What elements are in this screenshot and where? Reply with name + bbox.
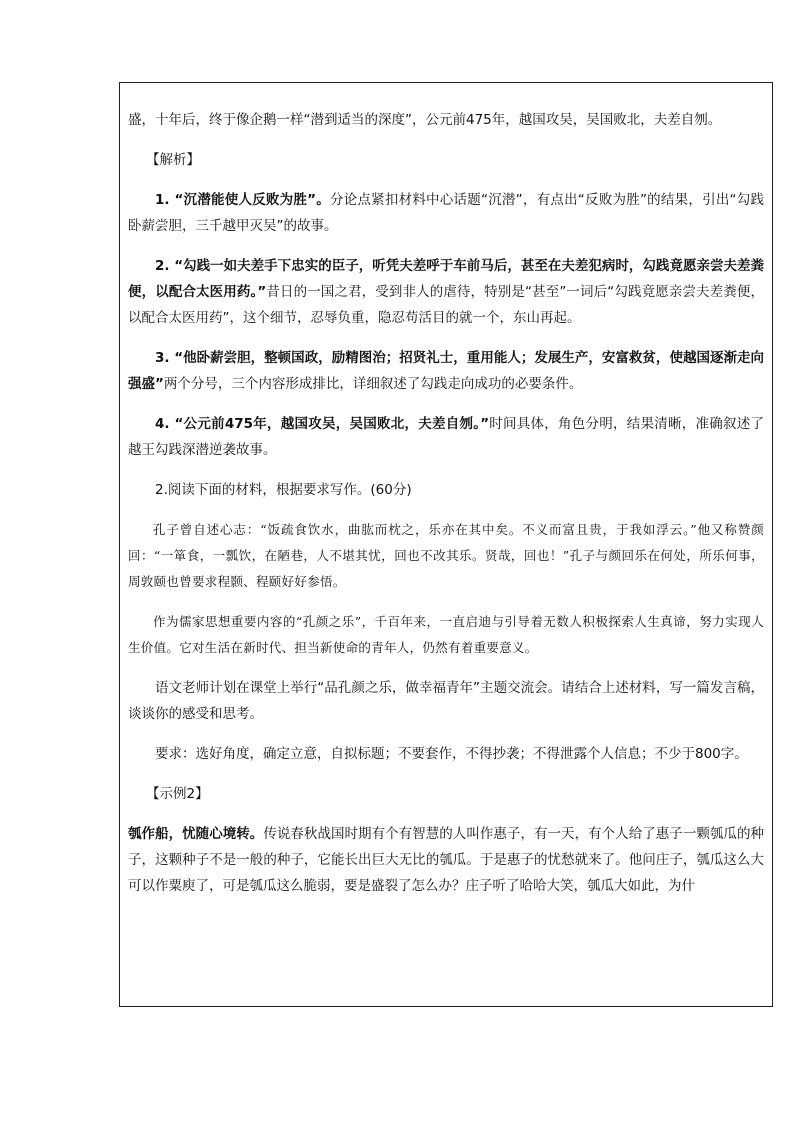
analysis-point-1-text: 分论点紧扣材料中心话题“沉潜”，有点出“反败为胜”的结果，引出“勾践卧薪尝胆，三千越甲灭吴”的故事。 bbox=[128, 192, 764, 234]
writing-task: 语文老师计划在课堂上举行“品孔颜之乐，做幸福青年”主题交流会。请结合上述材料，写一篇发言稿，谈谈你的感受和思考。 bbox=[128, 680, 764, 722]
analysis-point-1-quote: 1. “沉潜能使人反败为胜”。 bbox=[155, 192, 330, 208]
analysis-heading: 【解析】 bbox=[146, 152, 200, 168]
analysis-point-2-quote: 2. “勾践一如夫差手下忠实的臣子，听凭夫差呼于车前马后，甚至在夫差犯病时，勾践竟愿亲尝夫差粪便，以配合太医用药。” bbox=[128, 258, 764, 300]
analysis-point-4-text: 时间具体，角色分明，结果清晰，准确叙述了越王勾践深潜逆袭故事。 bbox=[128, 416, 764, 458]
example-paragraph-text: 传说春秋战国时期有个有智慧的人叫作惠子，有一天，有个人给了惠子一颗瓠瓜的种子，这颗种子不是一般的种子，它能长出巨大无比的瓠瓜。于是惠子的忧愁就来了。他问庄子，瓠瓜这么大可以作粟庾了，可是瓠瓜这么脆弱，要是盛裂了怎么办？庄子听了哈哈大笑，瓠瓜大如此，为什 bbox=[128, 826, 765, 894]
analysis-point-3 bbox=[128, 345, 764, 397]
analysis-point-1 bbox=[128, 187, 764, 239]
analysis-point-2 bbox=[128, 253, 764, 331]
material-paragraph-1: 孔子曾自述心志：“饭疏食饮水，曲肱而枕之，乐亦在其中矣。不义而富且贵，于我如浮云。”他又称赞颜回：“一箪食，一瓢饮，在陋巷，人不堪其忧，回也不改其乐。贤哉，回也！”孔子与颜回乐在何处，所乐何事，周敦颐也曾要求程颢、程颐好好参悟。 bbox=[128, 522, 764, 589]
document-frame bbox=[119, 82, 773, 1007]
writing-requirement: 要求：选好角度，确定立意，自拟标题；不要套作，不得抄袭；不得泄露个人信息；不少于800字。 bbox=[155, 746, 748, 762]
analysis-point-3-text: 两个分号，三个内容形成排比，详细叙述了勾践走向成功的必要条件。 bbox=[163, 376, 583, 392]
analysis-point-4 bbox=[128, 411, 764, 463]
example-heading: 【示例2】 bbox=[146, 786, 209, 802]
material-paragraph-2: 作为儒家思想重要内容的“孔颜之乐”，千百年来，一直启迪与引导着无数人积极探索人生真谛，努力实现人生价值。它对生活在新时代、担当新使命的青年人，仍然有着重要意义。 bbox=[128, 614, 764, 655]
document-content bbox=[128, 107, 764, 899]
intro-paragraph: 盛，十年后，终于像企鹅一样“潜到适当的深度”，公元前475年，越国攻吴，吴国败北，夫差自刎。 bbox=[128, 112, 722, 128]
example-paragraph-title: 瓠作船，忧随心境转。 bbox=[128, 826, 264, 842]
analysis-point-4-quote: 4. “公元前475年，越国攻吴，吴国败北，夫差自刎。” bbox=[155, 416, 490, 432]
question-2: 2.阅读下面的材料，根据要求写作。(60分) bbox=[155, 482, 412, 498]
example-paragraph bbox=[128, 821, 764, 899]
analysis-point-2-text: 昔日的一国之君，受到非人的虐待，特别是“甚至”一词后“勾践竟愿亲尝夫差粪便，以配合太医用药”，这个细节，忍辱负重，隐忍苟活目的就一个，东山再起。 bbox=[128, 284, 764, 326]
analysis-point-3-quote: 3. “他卧薪尝胆，整顿国政，励精图治；招贤礼士，重用能人；发展生产，安富救贫，使越国逐渐走向强盛” bbox=[128, 350, 764, 392]
